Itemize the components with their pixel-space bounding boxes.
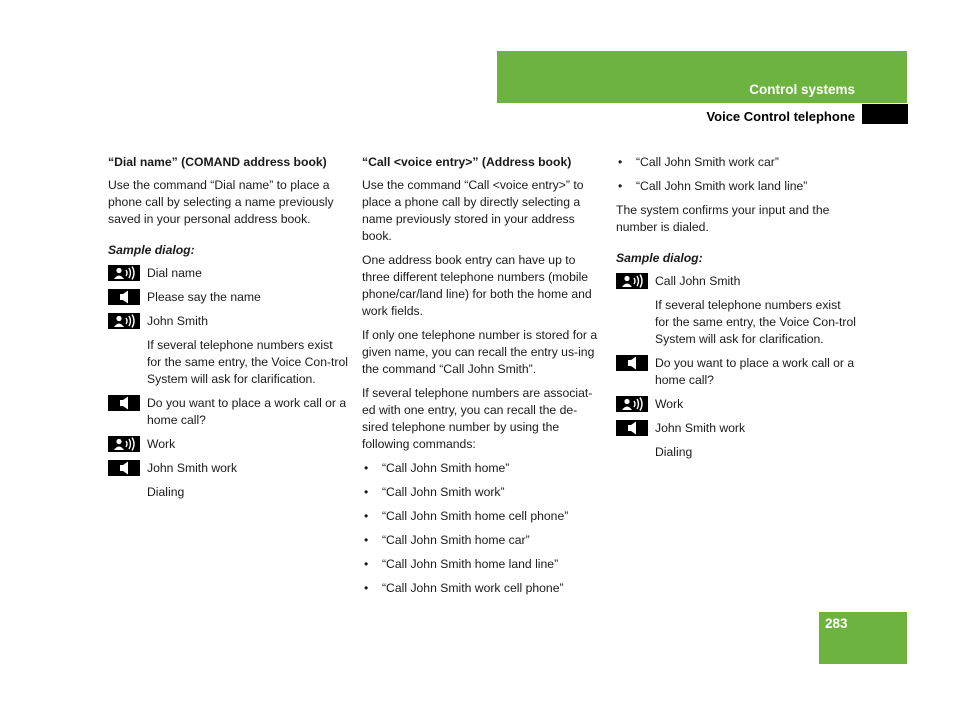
dialog-line	[108, 289, 348, 306]
command-item: • “Call John Smith work”	[362, 484, 602, 501]
subsection-marker	[862, 104, 908, 124]
speaker-system-icon	[616, 355, 648, 371]
dialog-line	[108, 313, 348, 330]
command-item: • “Call John Smith work car”	[616, 154, 858, 171]
command-item: • “Call John Smith home land line”	[362, 556, 602, 573]
dialog-line	[616, 396, 858, 413]
header-bar	[497, 51, 907, 103]
dialog-line	[108, 460, 348, 477]
dialog-line	[108, 436, 348, 453]
dialog-text: Please say the name	[147, 290, 261, 304]
column2-heading: “Call <voice entry>” (Address book)	[362, 155, 572, 169]
column3-confirm: The system confirms your input and the number is dialed.	[616, 203, 830, 234]
column2-paragraph: Use the command “Call <voice entry>” to place a phone call by directly selecting a name previously stored in your address book.	[362, 178, 584, 243]
command-item: • “Call John Smith home car”	[362, 532, 602, 549]
dialog-line	[616, 297, 858, 348]
dialog-text: Work	[655, 397, 684, 411]
command-item: • “Call John Smith home”	[362, 460, 602, 477]
dialog-text: John Smith work	[147, 461, 238, 475]
speaker-user-icon	[616, 273, 648, 289]
command-item: • “Call John Smith work land line”	[616, 178, 858, 195]
page-number: 283	[825, 616, 848, 631]
column1-sample-label: Sample dialog:	[108, 243, 195, 257]
dialog-text: If several telephone numbers exist for the same entry, the Voice Con-trol System will ask for clarification.	[655, 298, 856, 346]
column3-sample-label: Sample dialog:	[616, 251, 703, 265]
dialog-text: John Smith work	[655, 421, 746, 435]
speaker-user-icon	[616, 396, 648, 412]
speaker-system-icon	[108, 395, 140, 411]
page-number-box	[819, 612, 907, 664]
dialog-text: If several telephone numbers exist for the same entry, the Voice Con-trol System will ask for clarification.	[147, 338, 348, 386]
dialog-line	[616, 273, 858, 290]
dialog-line	[108, 484, 348, 501]
speaker-user-icon	[108, 313, 140, 329]
dialog-line	[108, 337, 348, 388]
column2-paragraph: If only one telephone number is stored for a given name, you can recall the entry us-ing the command “Call John Smith”.	[362, 328, 598, 376]
dialog-text: John Smith	[147, 314, 208, 328]
column2-paragraph: One address book entry can have up to three different telephone numbers (mobile phone/car/land line) for both the home and work fields.	[362, 253, 592, 318]
column3-command-list	[616, 154, 858, 195]
command-item: • “Call John Smith home cell phone”	[362, 508, 602, 525]
speaker-user-icon	[108, 436, 140, 452]
column-continued	[616, 154, 858, 468]
column2-paragraph: If several telephone numbers are associat-ed with one entry, you can recall the de-sired telephone number by using the following commands:	[362, 386, 593, 451]
column1-dialog	[108, 265, 348, 501]
dialog-line	[616, 420, 858, 437]
dialog-line	[616, 355, 858, 389]
dialog-text: Work	[147, 437, 176, 451]
dialog-text: Dialing	[147, 485, 185, 499]
column-call-voice-entry	[362, 154, 602, 604]
dialog-text: Call John Smith	[655, 274, 741, 288]
column1-intro: Use the command “Dial name” to place a phone call by selecting a name previously saved in your personal address book.	[108, 178, 334, 226]
command-item: • “Call John Smith work cell phone”	[362, 580, 602, 597]
column2-command-list	[362, 460, 602, 597]
column1-heading: “Dial name” (COMAND address book)	[108, 155, 327, 169]
speaker-system-icon	[108, 289, 140, 305]
section-title: Control systems	[749, 82, 855, 97]
dialog-line	[108, 395, 348, 429]
column-dial-name	[108, 154, 348, 508]
dialog-text: Dialing	[655, 445, 693, 459]
dialog-text: Dial name	[147, 266, 202, 280]
column3-dialog	[616, 273, 858, 461]
speaker-system-icon	[108, 460, 140, 476]
dialog-text: Do you want to place a work call or a home call?	[147, 396, 347, 427]
speaker-system-icon	[616, 420, 648, 436]
speaker-user-icon	[108, 265, 140, 281]
dialog-line	[616, 444, 858, 461]
subsection-title: Voice Control telephone	[706, 109, 855, 124]
dialog-line	[108, 265, 348, 282]
dialog-text: Do you want to place a work call or a home call?	[655, 356, 855, 387]
